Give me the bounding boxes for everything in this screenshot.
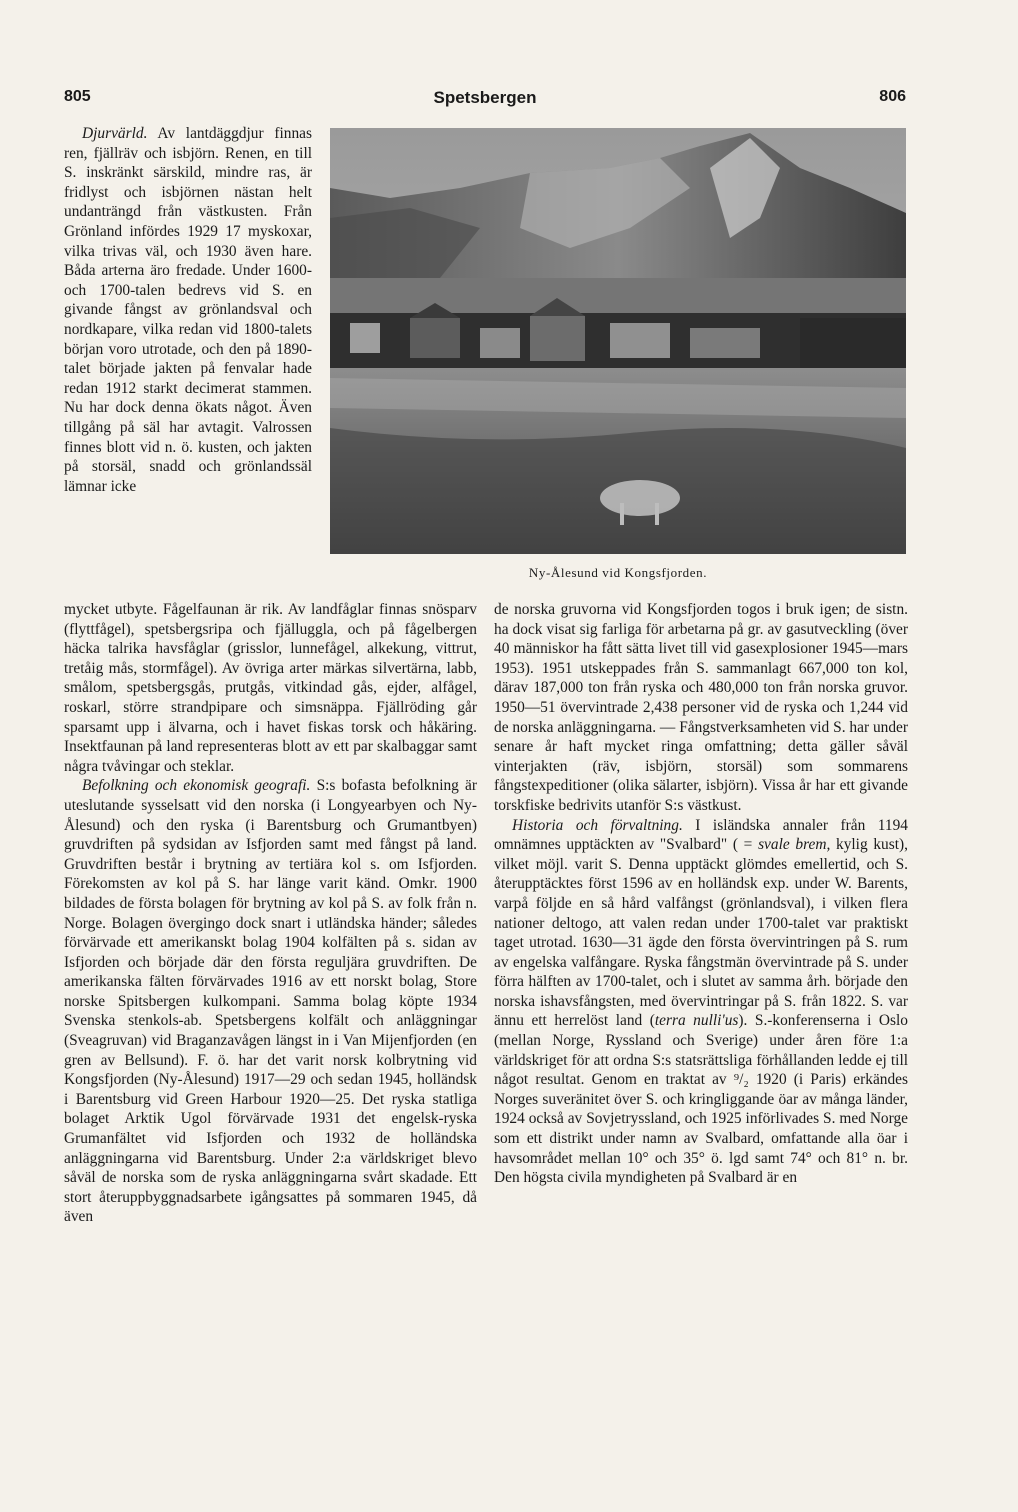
section-heading-djurvarld: Djurvärld. <box>82 125 148 142</box>
paragraph-befolkning-continued: de norska gruvorna vid Kongsfjorden togos i bruk igen; de sistn. ha dock visat sig farliga för arbetarna på gr. av gasutveckling (över 40 människor ha fått sätta livet till vid gasexplosioner 1945—mars 1953). 1951 utskeppades från S. sammanlagt 667,000 ton kol, därav 187,000 ton från ryska och 480,000 ton från norska gruvor. 1950—51 övervintrade 2,438 personer vid de ryska och 1,244 vid de norska anläggningarna. — Fångstverksamheten vid S. har under senare år haft mycket ringa omfattning; detta gäller såväl vinterjakten (räv, isbjörn, storsäl) som sommarens fångstexpeditioner (olika sälarter, isbjörn). Vissa år har ett givande torskfiske bedrivits utanför S:s västkust. <box>494 601 908 814</box>
photo-illustration <box>330 128 906 554</box>
photo-caption: Ny-Ålesund vid Kongsfjorden. <box>528 565 708 580</box>
running-title: Spetsbergen <box>433 88 537 107</box>
paragraph-text: Av lantdäggdjur finnas ren, fjällräv och isbjörn. Renen, en till S. inskränkt särskild, mindre ras, är fridlyst och isbjörnen nästan helt undanträngd från västkusten. Från Grönland infördes 1929 17 myskoxar, vilka trivas väl, och 1930 även hare. Båda arterna äro fredade. Under 1600- och 1700-talen bedrevs vid S. en givande fångst av grönlandsval och nordkapare, vilka redan vid 1800-talets början voro utrotade, och den på 1890-talet började jakten på fenvalar hade redan 1912 starkt decimerat stammen. Nu har dock denna ökats något. Även tillgång på säl har avtagit. Valrossen finnes blott vid n. ö. kusten, och jakten på storsäl, snadd och grönlandssäl lämnar icke <box>64 125 312 495</box>
paragraph-text: I isländska annaler från 1194 omnämnes upptäckten av "Svalbard" ( = <box>494 816 908 854</box>
paragraph-befolkning <box>64 776 477 1227</box>
paragraph-djurvarld <box>64 124 312 496</box>
photo-ny-alesund <box>330 128 906 554</box>
italic-term: terra nulli'us <box>654 1012 739 1030</box>
paragraph-text: ). S.-konferenserna i Oslo (mellan Norge, Ryssland och Sverige) under åren före 1:a världskriget för att ordna S:s statsrättsliga förhållanden ledde ej till något resultat. Genom en traktat av ⁹/₂ 1920 (i Paris) erkändes Norges suveränitet över S. och kringliggande öar av många länder, 1924 också av Sovjetryssland, och 1925 införlivades S. med Norge som ett distrikt under namn av Svalbard, omfattande alla öar i havsområdet mellan 10° och 35° ö. lgd samt 74° och 81° n. br. Den högsta civila myndigheten på Svalbard är en <box>494 1012 908 1187</box>
left-column-bottom <box>64 600 477 1227</box>
right-column <box>494 600 908 1188</box>
section-heading-befolkning: Befolkning och ekonomisk geografi. <box>82 777 311 795</box>
running-header <box>64 88 906 112</box>
section-heading-historia: Historia och förvaltning. <box>512 816 683 834</box>
paragraph-djurvarld-continued: mycket utbyte. Fågelfaunan är rik. Av landfåglar finnas snösparv (flyttfågel), spetsbergsripa och fjälluggla, och på fågelbergen häcka talrika havsfåglar (grisslor, lunnefågel, alkekung, vittrut, tretåig mås, stormfågel). Av övriga arter märkas silvertärna, labb, smålom, spetsbergsgås, prutgås, vitkindad gås, ejder, alfågel, roskarl, större strandpipare och simsnäppa. Fjällröding går sparsamt upp i älvarna, och i havet fiskas torsk och håkäring. Insektfaunan på land representeras blott av ett par skalbaggar samt några tvåvingar och steklar. <box>64 601 477 775</box>
paragraph-historia <box>494 816 908 1188</box>
paragraph-text: kylig kust), vilket möjl. varit S. Denna upptäckt glömdes emellertid, och S. återupptäcktes först 1596 av en holländsk exp. under W. Barents, varpå följde en så hård valfångst (grönlandsval), i vilken flera nationer deltogo, att valen redan under 1700-talet var praktiskt taget utrotad. 1630—31 ägde den första övervintringen på S. rum av engelska valfångare. Ryska fångstmän övervintrade på S. under förra hälften av 1700-talet, och i slutet av samma årh. började den norska ishavsfångsten, med övervintringar på S. från 1822. S. var ännu ett herrelöst land ( <box>494 836 908 1030</box>
left-column-top <box>64 124 312 496</box>
page-number-left: 805 <box>64 88 91 105</box>
paragraph-text: S:s bofasta befolkning är uteslutande sysselsatt vid den norska (i Longyearbyen och Ny-Ålesund) och den ryska (i Barentsburg och Grumantbyen) gruvdriften på sydsidan av Isfjorden samt med fångst på land. Gruvdriften består i brytning av tertiära kol s. om Isfjorden. Förekomsten av kol på S. har länge varit känd. Omkr. 1900 bildades de första bolagen för brytning av kol på S. av folk från n. Norge. Bolagen övergingo dock snart i utländska händer; således förvärvade ett amerikanskt bolag 1904 kolfälten på s. sidan av Isfjorden och började där den första reguljära gruvdriften. De amerikanska fälten förvärvades 1916 av ett norskt bolag, Store norske Spitsbergen kulkompani. Samma bolag köpte 1934 Svenska stenkols-ab. Spetsbergens kolfält och anläggningar (Sveagruvan) vid Braganzavågen längst in i Van Mijenfjorden (en gren av Bellsund). F. ö. har det varit norsk kolbrytning vid Kongsfjorden (Ny-Ålesund) 1917—29 och sedan 1945, holländsk i Barentsburg vid Green Harbour 1920—25. Det ryska statliga bolaget Arktik Ugol förvärvade 1931 det engelsk-ryska Grumanfältet vid Isfjorden och 1932 de holländska anläggningarna vid Barentsburg. Under 2:a världskriget blevo såväl de norska som de ryska anläggningarna svårt skadade. Ett stort återuppbyggnadsarbete igångsattes på sommaren 1945, då även <box>64 777 477 1226</box>
italic-term: svale brem, <box>758 836 831 854</box>
page-number-right: 806 <box>879 88 906 105</box>
